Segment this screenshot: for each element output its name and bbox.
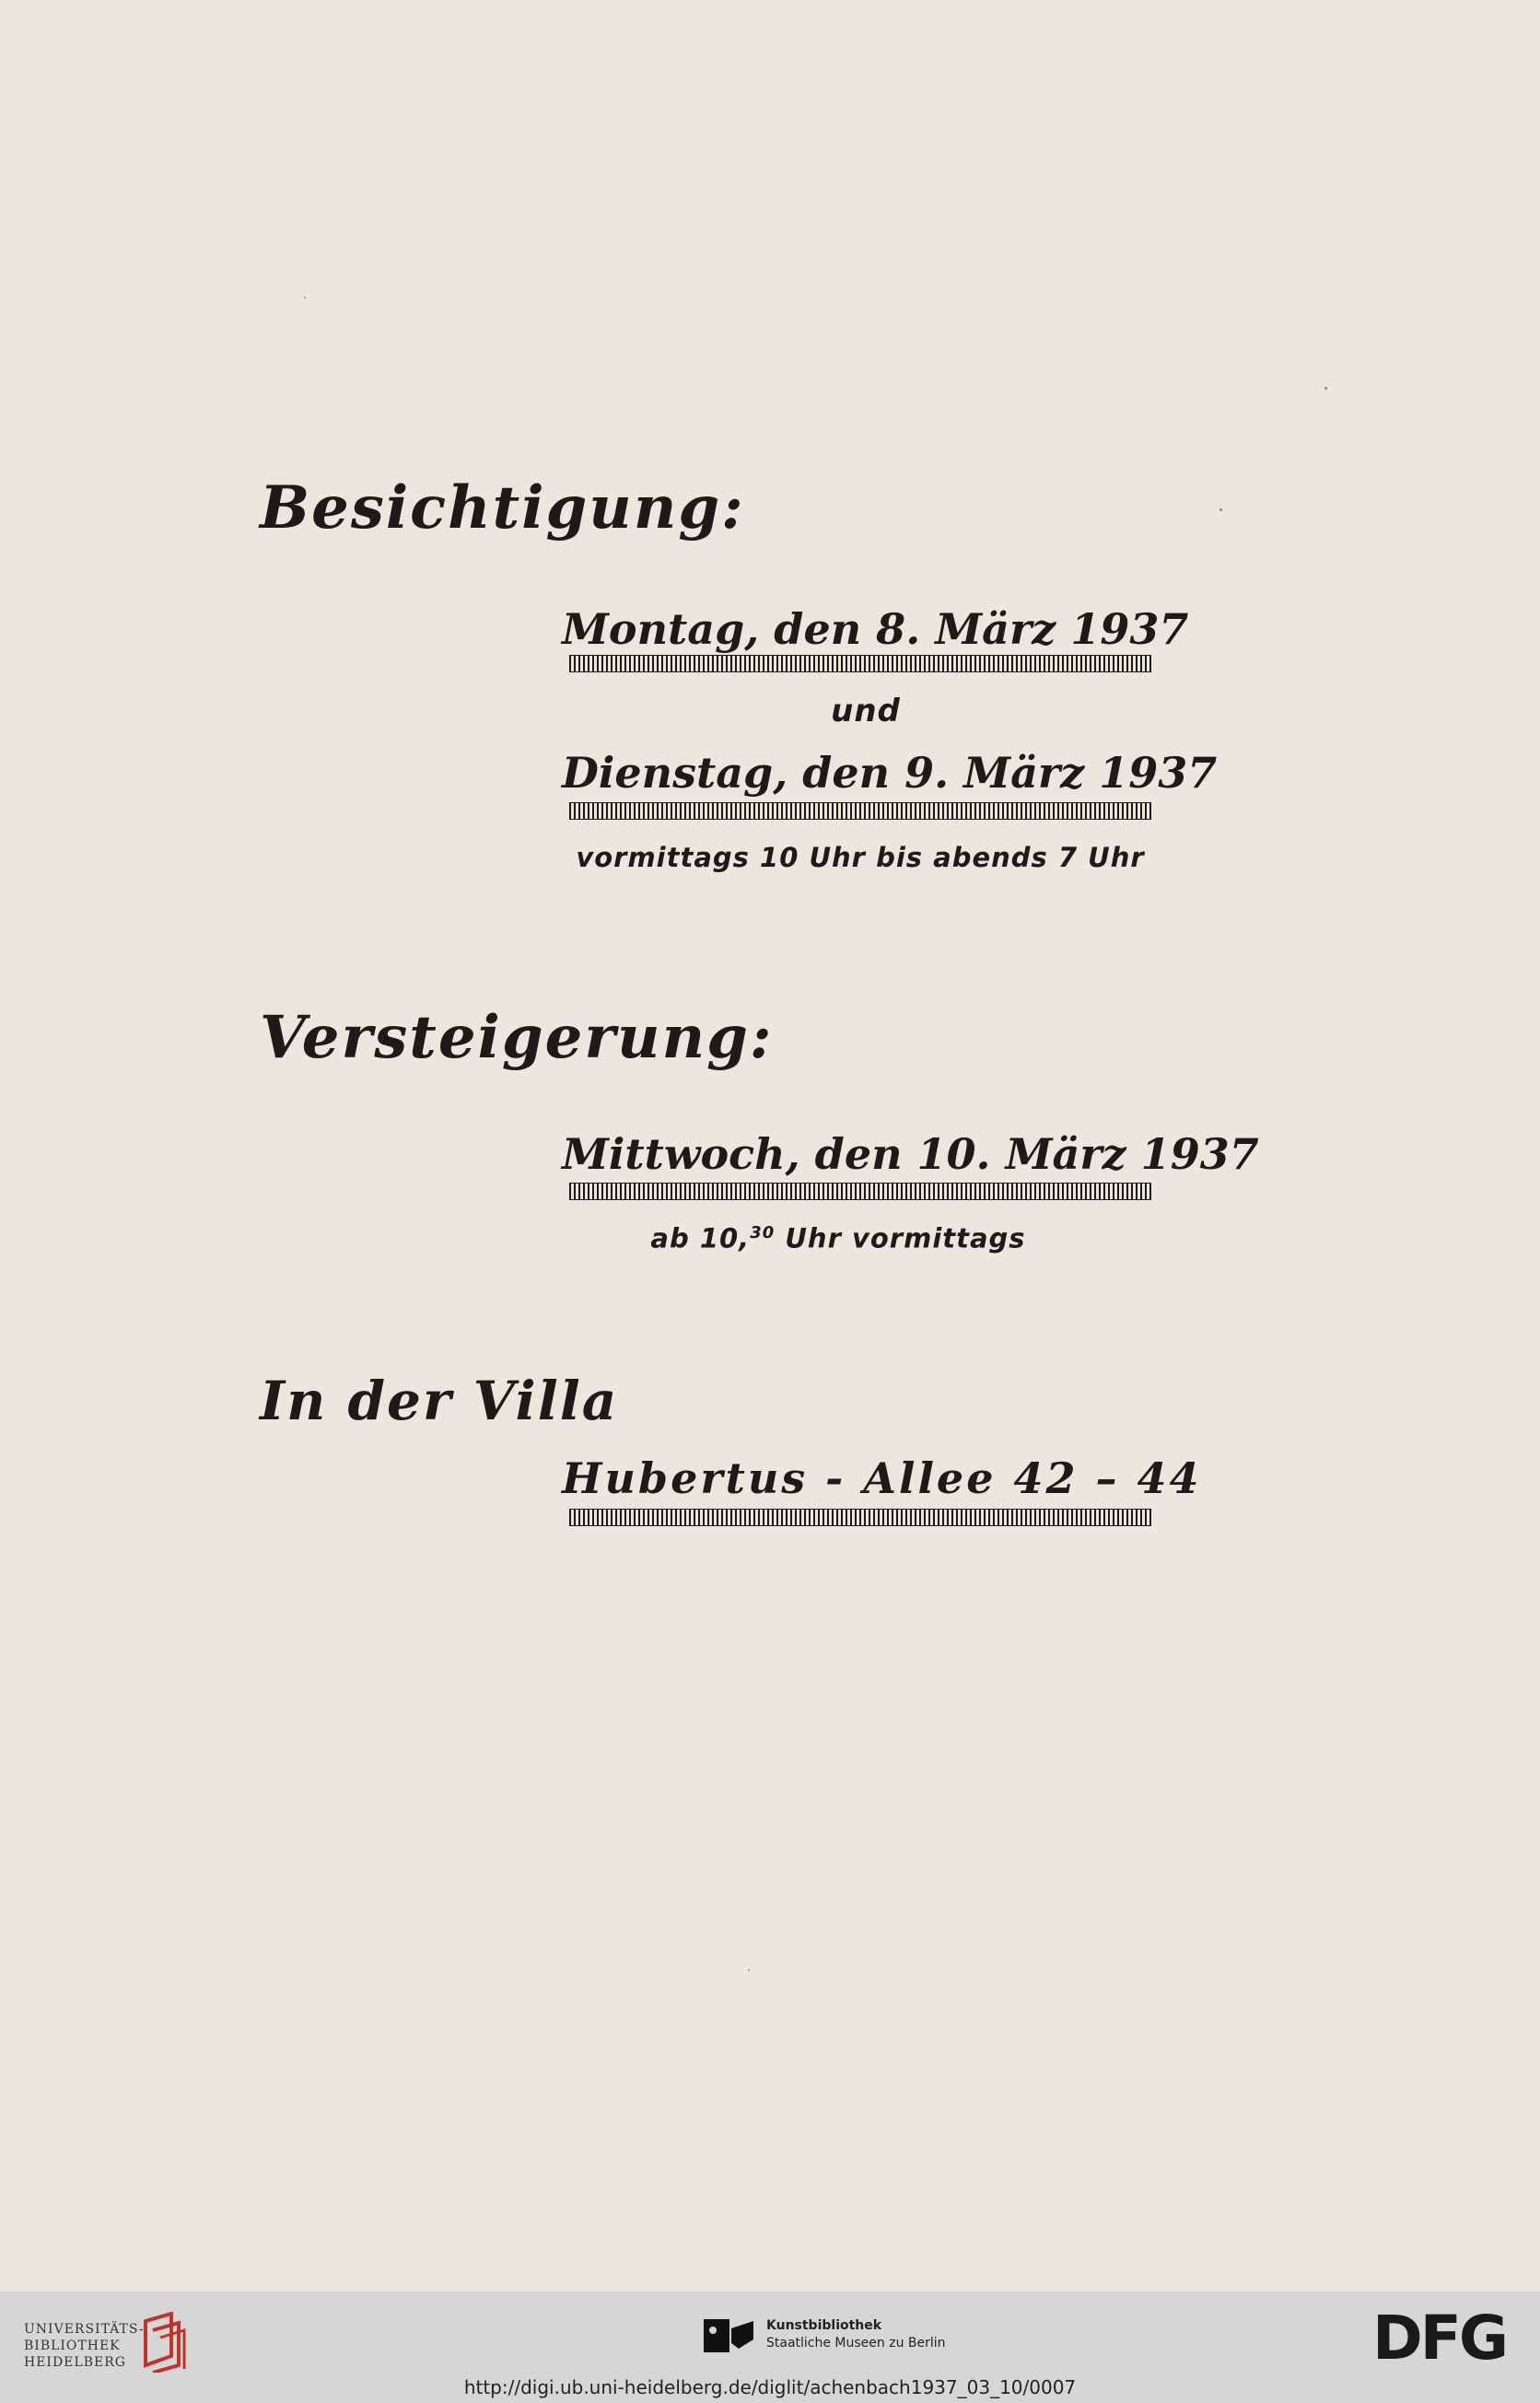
paper-speck xyxy=(304,297,306,298)
kunstbibliothek-logo-icon xyxy=(704,2312,755,2360)
university-line: UNIVERSITÄTS- xyxy=(24,2322,145,2337)
address: Hubertus - Allee 42 – 44 xyxy=(562,1453,1202,1503)
connector-und: und xyxy=(831,693,901,729)
heading-besichtigung: Besichtigung: xyxy=(260,473,745,542)
permalink-url[interactable]: http://digi.ub.uni-heidelberg.de/diglit/achenbach1937_03_10/0007 xyxy=(463,2376,1077,2398)
date-montag: Montag, den 8. März 1937 xyxy=(562,604,1189,654)
kunstbibliothek-text xyxy=(766,2317,946,2352)
library-footer xyxy=(0,2292,1540,2403)
kb-name: Kunstbibliothek xyxy=(766,2318,882,2333)
hatch-rule xyxy=(569,655,1151,672)
university-library-name xyxy=(24,2321,145,2371)
heading-location: In der Villa xyxy=(260,1370,619,1432)
auction-time-prefix: ab 10, xyxy=(650,1222,751,1254)
auction-time-superscript: 30 xyxy=(750,1223,776,1242)
paper-speck xyxy=(1324,387,1327,390)
hatch-rule xyxy=(569,802,1151,820)
date-mittwoch: Mittwoch, den 10. März 1937 xyxy=(562,1129,1259,1179)
university-line: BIBLIOTHEK xyxy=(24,2339,121,2353)
dfg-logo: DFG xyxy=(1372,2303,1507,2374)
kb-sub: Staatliche Museen zu Berlin xyxy=(766,2336,946,2351)
auction-time xyxy=(645,1222,1032,1254)
auction-time-suffix: Uhr vormittags xyxy=(775,1222,1026,1254)
paper-speck xyxy=(748,1969,750,1971)
hatch-rule xyxy=(569,1509,1151,1526)
viewing-hours: vormittags 10 Uhr bis abends 7 Uhr xyxy=(576,842,1145,873)
hatch-rule xyxy=(569,1183,1151,1200)
heading-versteigerung: Versteigerung: xyxy=(260,1003,774,1072)
paper-speck xyxy=(1219,508,1222,511)
university-line: HEIDELBERG xyxy=(24,2355,126,2370)
date-dienstag: Dienstag, den 9. März 1937 xyxy=(562,748,1218,798)
university-logo-icon xyxy=(138,2312,188,2376)
